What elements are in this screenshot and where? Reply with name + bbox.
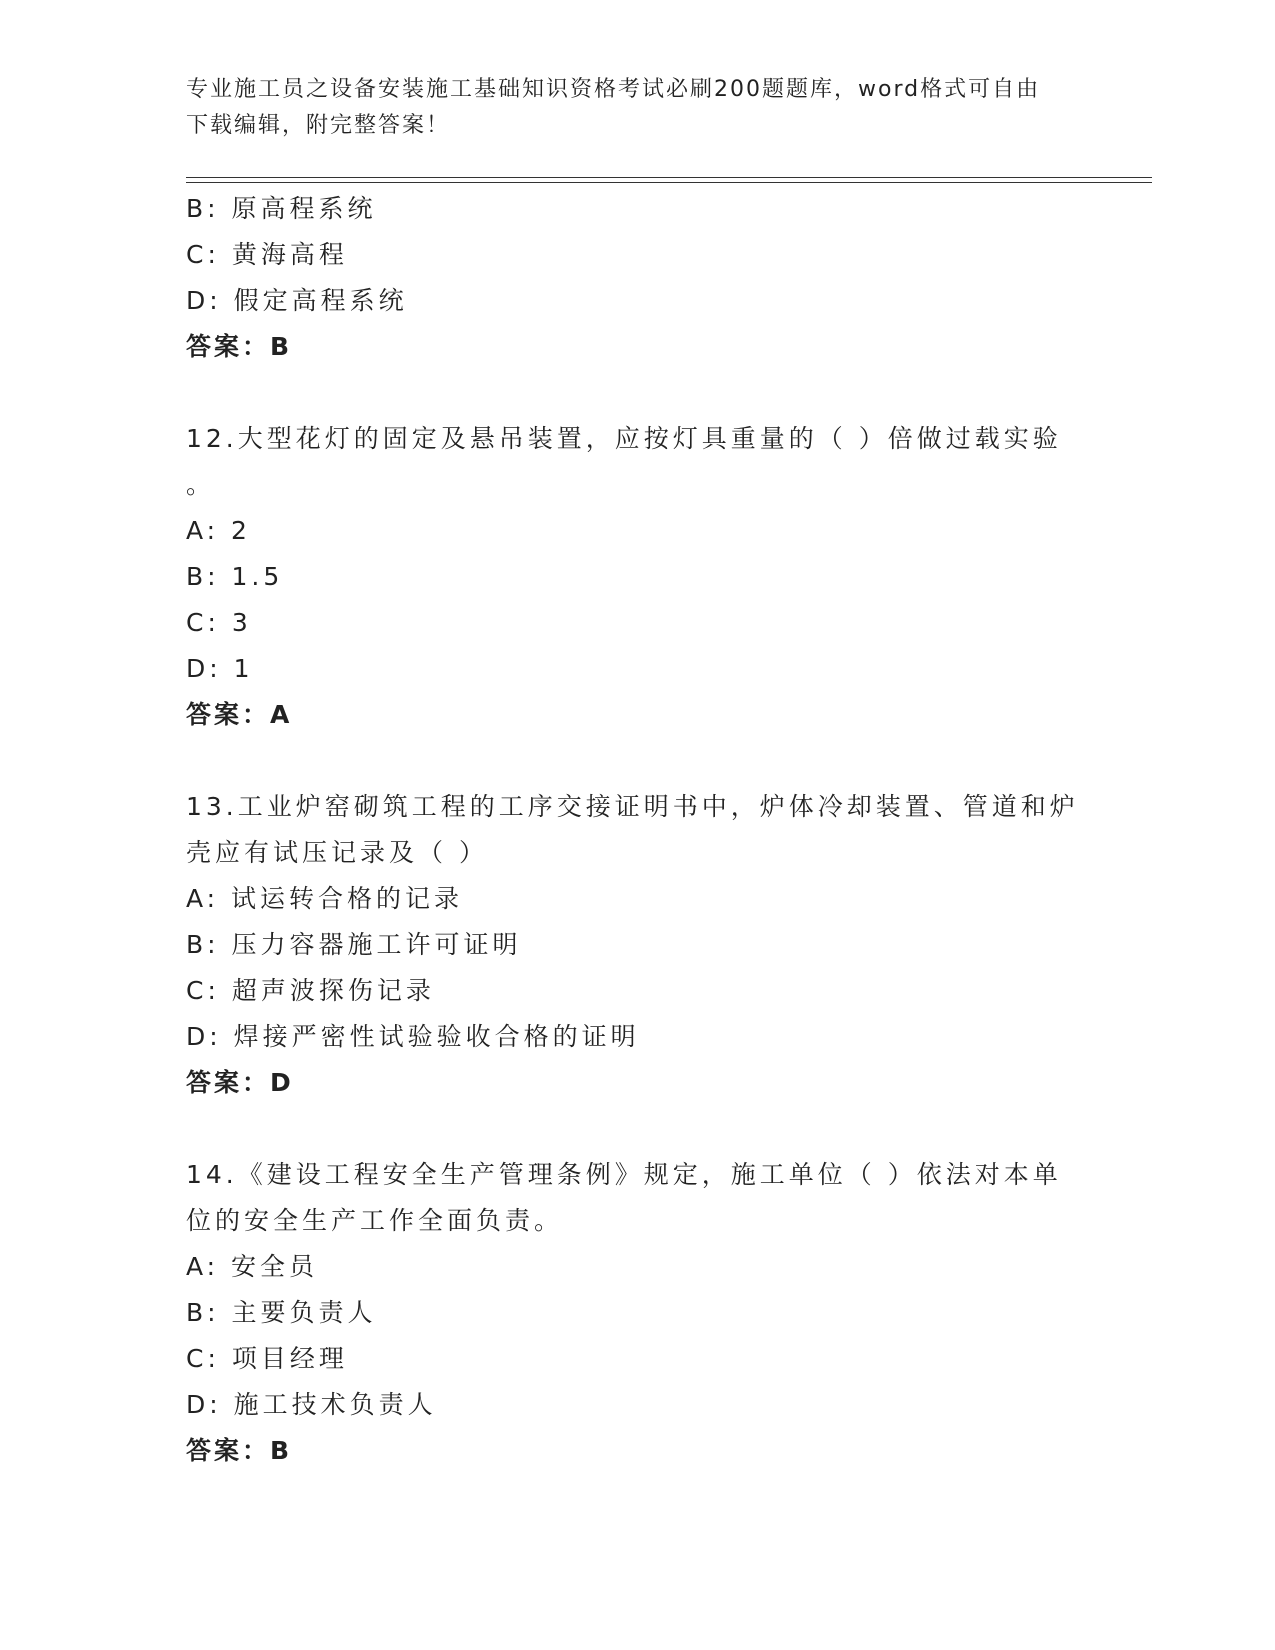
header-line-2: 下载编辑，附完整答案！ — [186, 113, 451, 138]
spacer — [186, 1106, 1086, 1152]
answer: 答案：D — [186, 1068, 294, 1097]
question-14 — [186, 1152, 1086, 1474]
header-line-1: 专业施工员之设备安装施工基础知识资格考试必刷200题题库，word格式可自由 — [186, 77, 1041, 102]
answer: 答案：B — [186, 332, 293, 361]
option-d: D: 施工技术负责人 — [186, 1390, 437, 1419]
question-stem-line-1: 14.《建设工程安全生产管理条例》规定，施工单位（ ）依法对本单 — [186, 1160, 1062, 1189]
option-c: C: 3 — [186, 608, 252, 637]
question-stem-line-1: 13.工业炉窑砌筑工程的工序交接证明书中，炉体冷却装置、管道和炉 — [186, 792, 1079, 821]
option-d: D: 焊接严密性试验验收合格的证明 — [186, 1022, 640, 1051]
option-d: D: 1 — [186, 654, 254, 683]
answer: 答案：B — [186, 1436, 293, 1465]
question-stem-line-1: 12.大型花灯的固定及悬吊装置，应按灯具重量的（ ）倍做过载实验 — [186, 424, 1062, 453]
option-c: C: 超声波探伤记录 — [186, 976, 435, 1005]
option-a: A: 安全员 — [186, 1252, 319, 1281]
option-b: B: 1.5 — [186, 562, 284, 591]
spacer — [186, 370, 1086, 416]
header-rule-bottom — [186, 182, 1152, 183]
answer: 答案：A — [186, 700, 293, 729]
option-b: B: 主要负责人 — [186, 1298, 377, 1327]
question-stem-line-2: 。 — [186, 470, 216, 499]
question-13 — [186, 784, 1086, 1106]
option-d: D: 假定高程系统 — [186, 286, 408, 315]
document-header — [186, 72, 1076, 144]
header-rule-top — [186, 177, 1152, 178]
option-a: A: 2 — [186, 516, 251, 545]
question-12 — [186, 416, 1086, 738]
question-stem-line-2: 壳应有试压记录及（ ） — [186, 838, 488, 867]
option-b: B: 压力容器施工许可证明 — [186, 930, 522, 959]
spacer — [186, 738, 1086, 784]
option-a: A: 试运转合格的记录 — [186, 884, 464, 913]
question-content — [186, 186, 1086, 1474]
option-c: C: 项目经理 — [186, 1344, 348, 1373]
question-stem-line-2: 位的安全生产工作全面负责。 — [186, 1206, 564, 1235]
option-c: C: 黄海高程 — [186, 240, 348, 269]
question-11-tail — [186, 186, 1086, 370]
option-b: B: 原高程系统 — [186, 194, 377, 223]
